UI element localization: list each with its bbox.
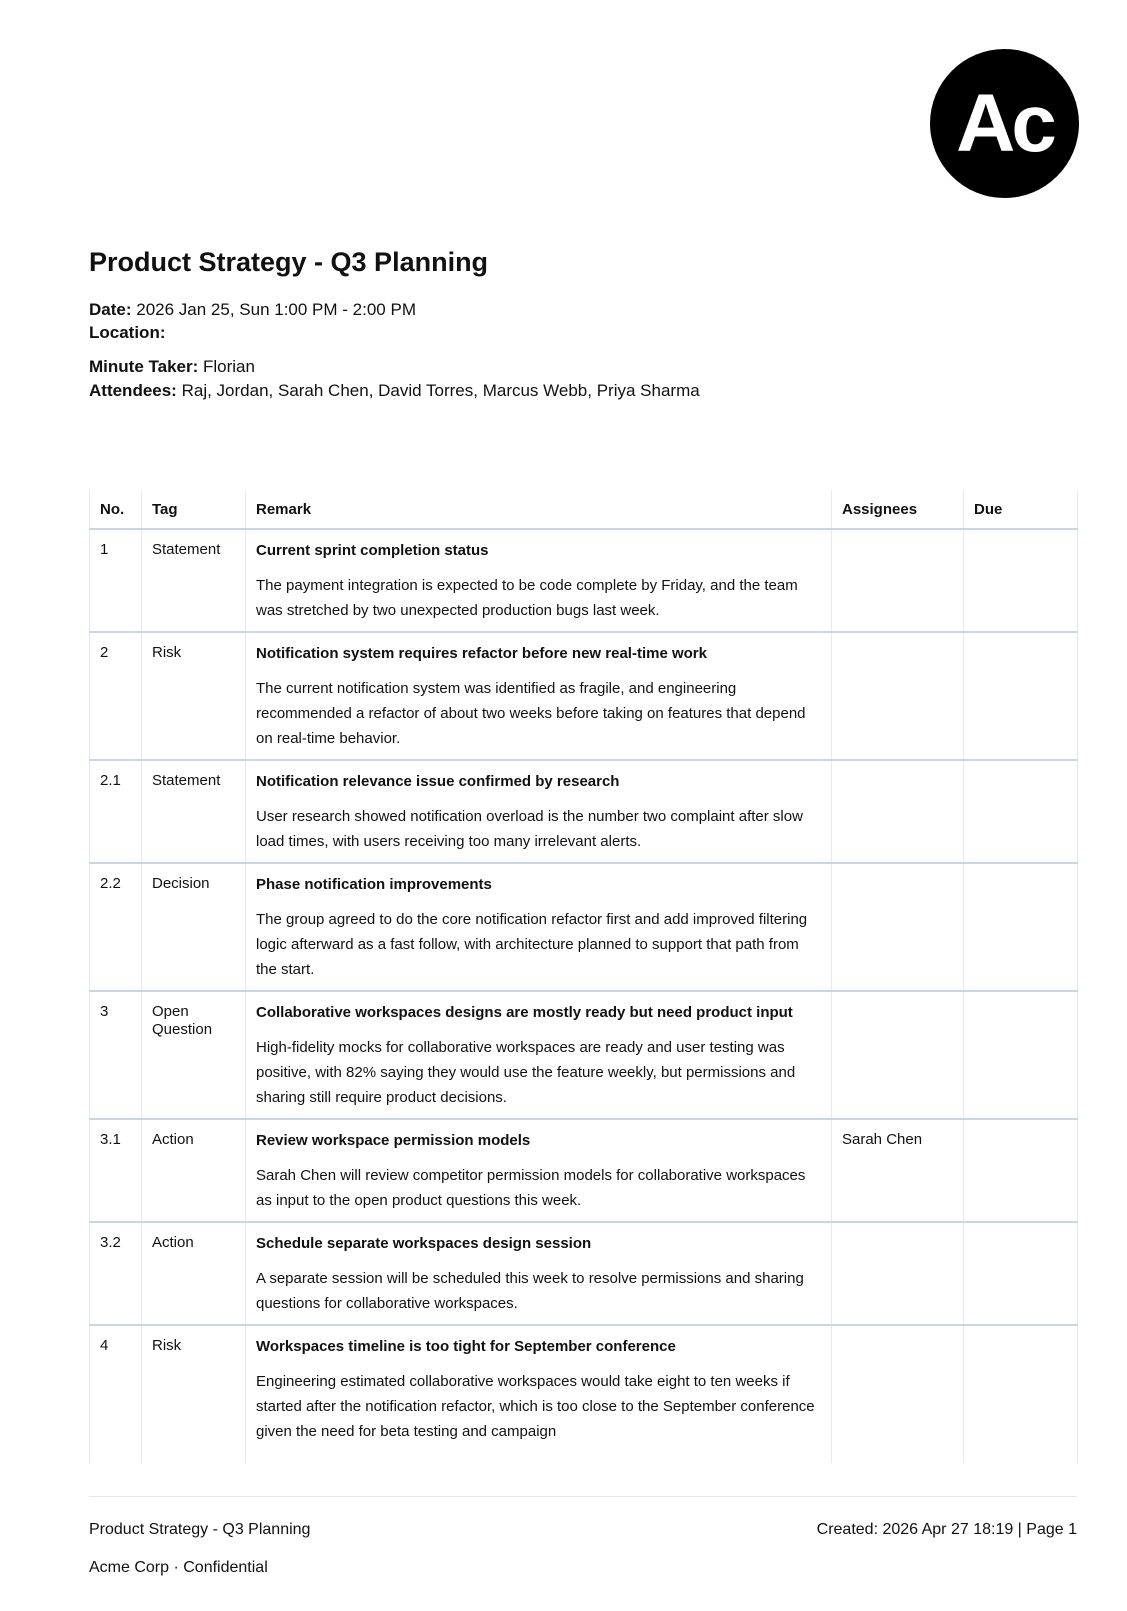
row-tag: Statement	[142, 760, 246, 863]
row-remark	[246, 760, 832, 863]
row-number: 2	[90, 632, 142, 760]
page-title: Product Strategy - Q3 Planning	[89, 247, 489, 277]
table-row	[90, 760, 1078, 863]
row-due	[964, 991, 1078, 1119]
row-remark	[246, 1325, 832, 1463]
remark-body: A separate session will be scheduled this week to resolve permissions and sharing questions for collaborative workspaces.	[256, 1270, 804, 1312]
row-tag: Risk	[142, 632, 246, 760]
minute-taker-label: Minute Taker:	[89, 357, 199, 376]
row-assignees	[832, 863, 964, 991]
table-row	[90, 991, 1078, 1119]
remark-body: Engineering estimated collaborative workspaces would take eight to ten weeks if started after the notification refactor, which is too close to the September conference given the need for beta testing and campaign	[256, 1373, 815, 1440]
footer-created-page: Created: 2026 Apr 27 18:19 | Page 1	[816, 1521, 1077, 1538]
remark-body: Sarah Chen will review competitor permission models for collaborative workspaces as input to the open product questions this week.	[256, 1167, 806, 1209]
row-assignees	[832, 760, 964, 863]
meta-attendees	[89, 380, 700, 402]
row-due	[964, 1222, 1078, 1325]
row-remark	[246, 632, 832, 760]
row-assignees	[832, 529, 964, 632]
meta-location	[89, 322, 166, 344]
table-row	[90, 1119, 1078, 1222]
row-due	[964, 1325, 1078, 1463]
table-row	[90, 1222, 1078, 1325]
remark-body: The current notification system was identified as fragile, and engineering recommended a refactor of about two weeks before taking on features that depend on real-time behavior.	[256, 680, 806, 747]
location-label: Location:	[89, 323, 166, 342]
remark-title: Notification system requires refactor before new real-time work	[256, 645, 707, 662]
row-due	[964, 863, 1078, 991]
company-logo	[930, 49, 1079, 198]
remark-body: High-fidelity mocks for collaborative workspaces are ready and user testing was positive, with 82% saying they would use the feature weekly, but permissions and sharing still require product decisions.	[256, 1039, 796, 1106]
meta-minute-taker	[89, 356, 255, 378]
remark-title: Workspaces timeline is too tight for September conference	[256, 1338, 676, 1355]
row-due	[964, 1119, 1078, 1222]
row-due	[964, 529, 1078, 632]
remark-body: The group agreed to do the core notification refactor first and add improved filtering logic afterward as a fast follow, with architecture planned to support that path from the start.	[256, 911, 808, 978]
header-due: Due	[964, 490, 1078, 529]
row-remark	[246, 1119, 832, 1222]
table-row	[90, 632, 1078, 760]
remark-body: User research showed notification overload is the number two complaint after slow load times, with users receiving too many irrelevant alerts.	[256, 808, 803, 850]
header-assignees: Assignees	[832, 490, 964, 529]
row-number: 4	[90, 1325, 142, 1463]
row-assignees	[832, 991, 964, 1119]
remark-title: Review workspace permission models	[256, 1132, 531, 1149]
header-tag: Tag	[142, 490, 246, 529]
header-remark: Remark	[246, 490, 832, 529]
row-remark	[246, 863, 832, 991]
row-tag: Action	[142, 1119, 246, 1222]
header-no: No.	[90, 490, 142, 529]
logo-text: Ac	[956, 77, 1053, 169]
row-remark	[246, 529, 832, 632]
row-tag: Risk	[142, 1325, 246, 1463]
row-remark	[246, 1222, 832, 1325]
remark-title: Schedule separate workspaces design session	[256, 1235, 592, 1252]
row-assignees	[832, 632, 964, 760]
footer-doc-title: Product Strategy - Q3 Planning	[89, 1521, 311, 1538]
date-label: Date:	[89, 300, 132, 319]
row-number: 3	[90, 991, 142, 1119]
date-value: 2026 Jan 25, Sun 1:00 PM - 2:00 PM	[136, 300, 416, 319]
row-assignees	[832, 1222, 964, 1325]
row-number: 3.2	[90, 1222, 142, 1325]
remark-title: Current sprint completion status	[256, 542, 489, 559]
attendees-label: Attendees:	[89, 381, 177, 400]
minutes-table	[89, 490, 1078, 1463]
meta-date	[89, 299, 416, 321]
row-due	[964, 760, 1078, 863]
table-header-row	[90, 490, 1078, 529]
table-row	[90, 529, 1078, 632]
attendees-value: Raj, Jordan, Sarah Chen, David Torres, Marcus Webb, Priya Sharma	[181, 381, 700, 400]
row-number: 1	[90, 529, 142, 632]
remark-body: The payment integration is expected to be code complete by Friday, and the team was stretched by two unexpected production bugs last week.	[256, 577, 798, 619]
row-assignees: Sarah Chen	[832, 1119, 964, 1222]
remark-title: Notification relevance issue confirmed by research	[256, 773, 620, 790]
row-tag: Action	[142, 1222, 246, 1325]
remark-title: Collaborative workspaces designs are mostly ready but need product input	[256, 1004, 793, 1021]
remark-title: Phase notification improvements	[256, 876, 492, 893]
row-tag: Statement	[142, 529, 246, 632]
footer-divider	[89, 1496, 1077, 1497]
row-tag: Decision	[142, 863, 246, 991]
row-tag: Open Question	[142, 991, 246, 1119]
row-remark	[246, 991, 832, 1119]
minute-taker-value: Florian	[203, 357, 255, 376]
row-number: 3.1	[90, 1119, 142, 1222]
footer-company: Acme Corp · Confidential	[89, 1559, 268, 1576]
row-due	[964, 632, 1078, 760]
table-row	[90, 863, 1078, 991]
row-number: 2.1	[90, 760, 142, 863]
row-number: 2.2	[90, 863, 142, 991]
row-assignees	[832, 1325, 964, 1463]
table-row	[90, 1325, 1078, 1463]
